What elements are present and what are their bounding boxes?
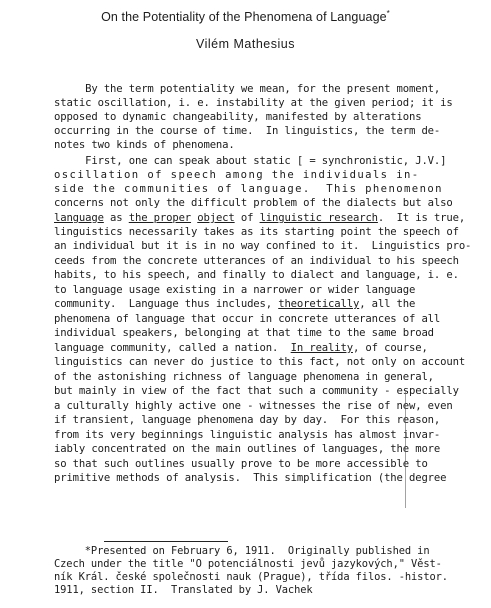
body-line: habits, to his speech, and finally to dialect and language, i. e. — [54, 269, 459, 281]
body-line: First, one can speak about static [ = synchronistic, J.V.] — [54, 155, 447, 167]
body-line: primitive methods of analysis. This simplification (the degree — [54, 472, 447, 484]
body-line: a culturally highly active one - witnesses the rise of new, even — [54, 400, 453, 412]
underlined-phrase: language — [54, 212, 104, 224]
body-line: concerns not only the difficult problem of the dialects but also — [54, 197, 453, 209]
footnote-line: ník Král. české společnosti nauk (Prague), třída filos. -histor. — [54, 571, 448, 583]
body-line: static oscillation, i. e. instability at the given period; it is — [54, 97, 453, 109]
body-line: occurring in the course of time. In linguistics, the term de- — [54, 125, 441, 137]
body-line: to language usage existing in a narrower or wider language — [54, 284, 416, 296]
paper-title-text: On the Potentiality of the Phenomena of Language — [101, 10, 387, 25]
underlined-phrase: the proper — [128, 212, 192, 224]
body-line: oscillation of speech among the individuals in- — [54, 169, 420, 181]
footnote-line: 1911, section II. Translated by J. Vachek — [54, 584, 313, 596]
page-fold-line — [405, 390, 406, 508]
underlined-phrase: object — [197, 212, 235, 224]
footnote-line: Czech under the title "O potenciálnosti jevů jazykových," Věst- — [54, 558, 442, 570]
body-line: iably concentrated on the main outlines of languages, the more — [54, 443, 441, 455]
body-line-underlined: community. Language thus includes, theoretically, all the — [54, 298, 416, 310]
body-line: opposed to dynamic changeability, manifested by alterations — [54, 111, 422, 123]
footnote-divider — [104, 541, 228, 542]
body-line-underlined: language as the proper object of linguistic research. It is true, — [54, 212, 466, 224]
body-line: linguistics necessarily takes as its starting point the speech of — [54, 226, 459, 238]
body-line: By the term potentiality we mean, for the present moment, — [54, 83, 441, 95]
body-line: so that such outlines usually prove to be more accessible to — [54, 458, 428, 470]
body-line: if transient, language phenomena day by day. For this reason, — [54, 414, 441, 426]
underlined-phrase: linguistic research — [259, 212, 378, 224]
footnote-marker: * — [386, 9, 390, 18]
underlined-phrase: theoretically — [278, 298, 360, 310]
body-line: from its very beginnings linguistic analysis has almost invar- — [54, 429, 441, 441]
body-line-underlined: language community, called a nation. In reality, of course, — [54, 342, 428, 354]
underlined-phrase: In reality — [290, 342, 353, 354]
body-line: ceeds from the concrete utterances of an individual to his speech — [54, 255, 459, 267]
body-line: but mainly in view of the fact that such a community - especially — [54, 385, 459, 397]
body-line: notes two kinds of phenomena. — [54, 139, 235, 151]
body-line: an individual but it is in no way confined to it. Linguistics pro- — [54, 240, 472, 252]
footnote-line: *Presented on February 6, 1911. Originally published in — [54, 545, 430, 557]
body-line: linguistics can never do justice to this fact, not only on account — [54, 356, 466, 368]
body-line: phenomena of language that occur in concrete utterances of all — [54, 313, 441, 325]
body-line: individual speakers, belonging at that time to the same broad — [54, 327, 434, 339]
body-line: of the astonishing richness of language phenomena in general, — [54, 371, 434, 383]
body-line: side the communities of language. This phenomenon — [54, 183, 443, 195]
paper-title — [0, 9, 491, 24]
author-name: Vilém Mathesius — [196, 37, 295, 51]
